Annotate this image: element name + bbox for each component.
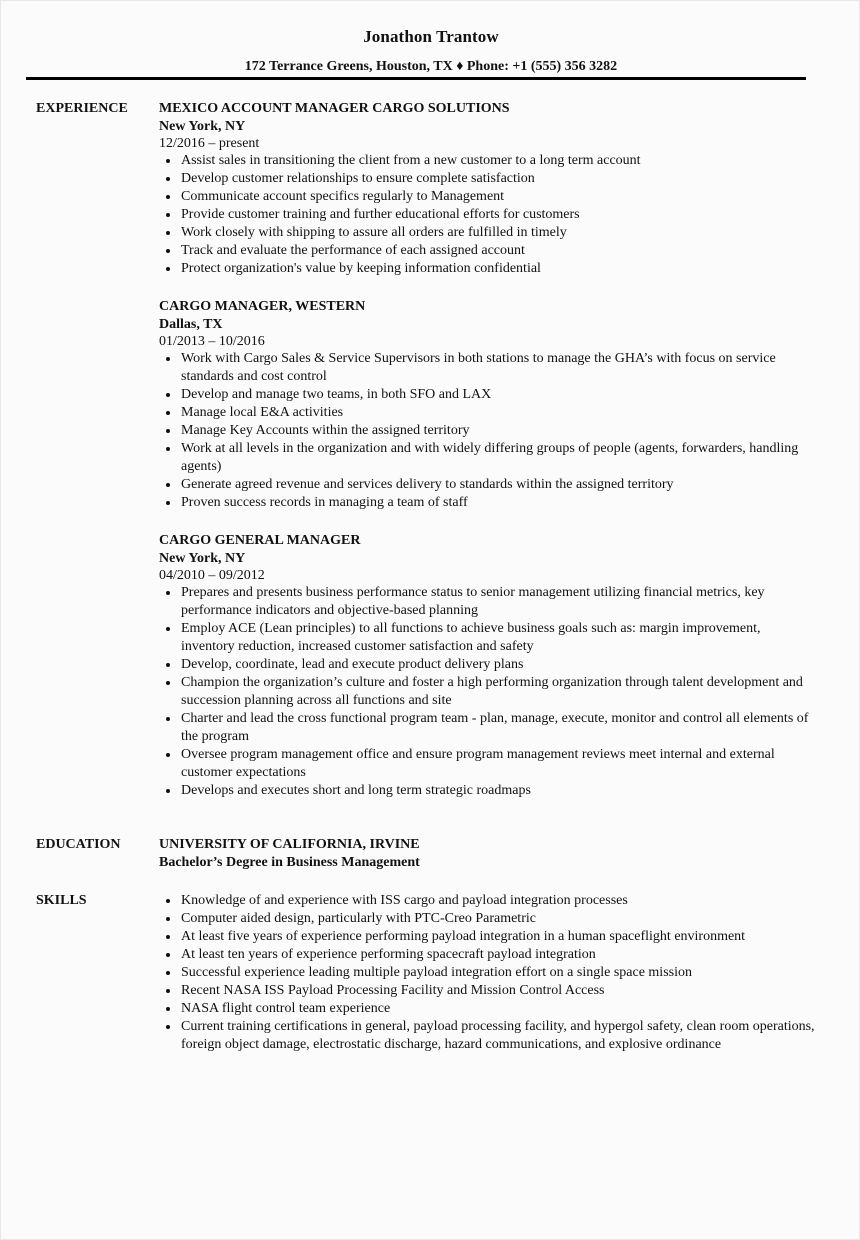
- bullet-item: Track and evaluate the performance of each assigned account: [181, 242, 819, 260]
- job-title: CARGO MANAGER, WESTERN: [159, 299, 366, 314]
- job-location: New York, NY: [159, 119, 246, 134]
- bullet-item: Develop, coordinate, lead and execute product delivery plans: [181, 656, 819, 674]
- bullet-item: Work closely with shipping to assure all orders are fulfilled in timely: [181, 224, 819, 242]
- skills-bullets: [159, 892, 819, 1054]
- bullet-item: Develop and manage two teams, in both SFO and LAX: [181, 386, 819, 404]
- section-label-skills: SKILLS: [36, 893, 87, 908]
- skill-item: Current training certifications in general, payload processing facility, and hypergol safety, clean room operations, foreign object damage, electrostatic discharge, hazard communications, and explosive ordinance: [181, 1018, 819, 1054]
- section-label-education: EDUCATION: [36, 837, 121, 852]
- education-degree: Bachelor’s Degree in Business Management: [159, 855, 420, 870]
- job-location: New York, NY: [159, 551, 246, 566]
- bullet-item: Develops and executes short and long term strategic roadmaps: [181, 782, 819, 800]
- bullet-item: Manage Key Accounts within the assigned territory: [181, 422, 819, 440]
- bullet-item: Manage local E&A activities: [181, 404, 819, 422]
- job-bullets: [159, 584, 819, 800]
- job-bullets: [159, 350, 819, 512]
- skill-item: Knowledge of and experience with ISS cargo and payload integration processes: [181, 892, 819, 910]
- skill-item: NASA flight control team experience: [181, 1000, 819, 1018]
- bullet-item: Charter and lead the cross functional program team - plan, manage, execute, monitor and control all elements of the program: [181, 710, 819, 746]
- bullet-item: Generate agreed revenue and services delivery to standards within the assigned territory: [181, 476, 819, 494]
- section-label-experience: EXPERIENCE: [36, 101, 128, 116]
- skill-item: Successful experience leading multiple payload integration effort on a single space mission: [181, 964, 819, 982]
- job-entry: [159, 100, 819, 278]
- bullet-item: Provide customer training and further educational efforts for customers: [181, 206, 819, 224]
- job-bullets: [159, 152, 819, 278]
- header-divider: [26, 77, 806, 80]
- education-school: UNIVERSITY OF CALIFORNIA, IRVINE: [159, 837, 420, 852]
- job-title: CARGO GENERAL MANAGER: [159, 533, 361, 548]
- bullet-item: Proven success records in managing a team of staff: [181, 494, 819, 512]
- experience-list: [159, 100, 819, 820]
- skills-body: [159, 892, 819, 1054]
- skill-item: At least ten years of experience performing spacecraft payload integration: [181, 946, 819, 964]
- bullet-item: Work with Cargo Sales & Service Supervisors in both stations to manage the GHA’s with focus on service standards and cost control: [181, 350, 819, 386]
- job-dates: 12/2016 – present: [159, 136, 260, 151]
- bullet-item: Protect organization's value by keeping information confidential: [181, 260, 819, 278]
- bullet-item: Champion the organization’s culture and foster a high performing organization through talent development and succession planning across all functions and site: [181, 674, 819, 710]
- candidate-name: Jonathon Trantow: [363, 27, 499, 46]
- skill-item: At least five years of experience performing payload integration in a human spaceflight environment: [181, 928, 819, 946]
- job-dates: 04/2010 – 09/2012: [159, 568, 265, 583]
- bullet-item: Communicate account specifics regularly to Management: [181, 188, 819, 206]
- skill-item: Computer aided design, particularly with PTC-Creo Parametric: [181, 910, 819, 928]
- job-dates: 01/2013 – 10/2016: [159, 334, 265, 349]
- bullet-item: Work at all levels in the organization and with widely differing groups of people (agents, forwarders, handling agents): [181, 440, 819, 476]
- contact-line: 172 Terrance Greens, Houston, TX ♦ Phone: +1 (555) 356 3282: [244, 59, 618, 74]
- bullet-item: Employ ACE (Lean principles) to all functions to achieve business goals such as: margin improvement, inventory reduction, increased customer satisfaction and safety: [181, 620, 819, 656]
- job-location: Dallas, TX: [159, 317, 223, 332]
- bullet-item: Oversee program management office and ensure program management reviews meet internal and external customer expectations: [181, 746, 819, 782]
- job-entry: [159, 298, 819, 512]
- bullet-item: Prepares and presents business performance status to senior management utilizing financial metrics, key performance indicators and objective-based planning: [181, 584, 819, 620]
- job-title: MEXICO ACCOUNT MANAGER CARGO SOLUTIONS: [159, 101, 510, 116]
- education-body: [159, 836, 819, 872]
- job-entry: [159, 532, 819, 800]
- bullet-item: Assist sales in transitioning the client from a new customer to a long term account: [181, 152, 819, 170]
- bullet-item: Develop customer relationships to ensure complete satisfaction: [181, 170, 819, 188]
- skill-item: Recent NASA ISS Payload Processing Facility and Mission Control Access: [181, 982, 819, 1000]
